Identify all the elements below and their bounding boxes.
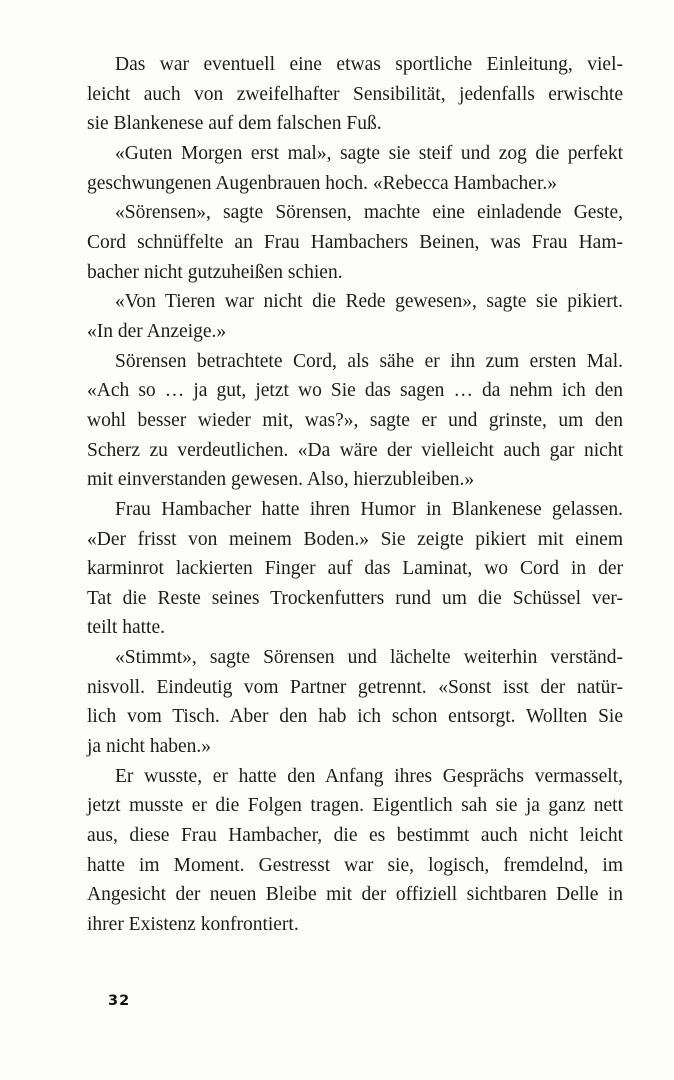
text-line: «Sörensen», sagte Sörensen, machte eine einladende Geste,	[115, 202, 623, 224]
text-line: «In der Anzeige.»	[87, 320, 227, 342]
text-line: Er wusste, er hatte den Anfang ihres Gesprächs vermasselt,	[115, 765, 623, 787]
text-line: «Guten Morgen erst mal», sagte sie steif und zog die perfekt	[115, 142, 623, 164]
text-line: nisvoll. Eindeutig vom Partner getrennt. «Sonst isst der natür-	[87, 676, 623, 698]
text-line: jetzt musste er die Folgen tragen. Eigentlich sah sie ja ganz nett	[87, 795, 623, 817]
paragraph	[87, 643, 623, 762]
text-line: Cord schnüffelte an Frau Hambachers Beinen, was Frau Ham-	[87, 231, 623, 253]
paragraph	[87, 287, 623, 346]
paragraph	[87, 762, 623, 940]
paragraph	[87, 198, 623, 287]
text-line: wohl besser wieder mit, was?», sagte er und grinste, um den	[87, 409, 623, 431]
text-line: aus, diese Frau Hambacher, die es bestimmt auch nicht leicht	[87, 825, 623, 847]
text-line: ja nicht haben.»	[87, 736, 211, 758]
paragraph	[87, 347, 623, 495]
text-line: Das war eventuell eine etwas sportliche Einleitung, viel-	[115, 54, 623, 75]
text-line: «Ach so … ja gut, jetzt wo Sie das sagen … da nehm ich den	[87, 380, 623, 402]
paragraph	[87, 139, 623, 198]
text-line: leicht auch von zweifelhafter Sensibilität, jedenfalls erwischte	[87, 83, 623, 105]
text-line: Sörensen betrachtete Cord, als sähe er ihn zum ersten Mal.	[115, 350, 623, 372]
text-line: «Stimmt», sagte Sörensen und lächelte weiterhin verständ-	[115, 647, 623, 669]
text-line: teilt hatte.	[87, 617, 165, 639]
text-line: ihrer Existenz konfrontiert.	[87, 914, 299, 936]
paragraph	[87, 50, 623, 139]
text-line: «Von Tieren war nicht die Rede gewesen», sagte sie pikiert.	[115, 291, 623, 313]
text-line: geschwungenen Augenbrauen hoch. «Rebecca Hambacher.»	[87, 172, 557, 194]
text-line: Scherz zu verdeutlichen. «Da wäre der vielleicht auch gar nicht	[87, 439, 623, 461]
text-line: Tat die Reste seines Trockenfutters rund um die Schüssel ver-	[87, 587, 623, 609]
text-line: sie Blankenese auf dem falschen Fuß.	[87, 113, 382, 135]
page-number: 32	[108, 993, 131, 1009]
text-line: Frau Hambacher hatte ihren Humor in Blankenese gelassen.	[115, 498, 623, 520]
text-line: «Der frisst von meinem Boden.» Sie zeigte pikiert mit einem	[87, 528, 623, 550]
text-line: lich vom Tisch. Aber den hab ich schon entsorgt. Wollten Sie	[87, 706, 623, 728]
text-line: mit einverstanden gewesen. Also, hierzubleiben.»	[87, 469, 475, 491]
text-line: bacher nicht gutzuheißen schien.	[87, 261, 343, 283]
text-line: hatte im Moment. Gestresst war sie, logisch, fremdelnd, im	[87, 854, 623, 876]
text-line: karminrot lackierten Finger auf das Laminat, wo Cord in der	[87, 558, 623, 580]
paragraph	[87, 495, 623, 643]
page-text	[87, 50, 623, 940]
text-line: Angesicht der neuen Bleibe mit der offiziell sichtbaren Delle in	[87, 884, 623, 906]
